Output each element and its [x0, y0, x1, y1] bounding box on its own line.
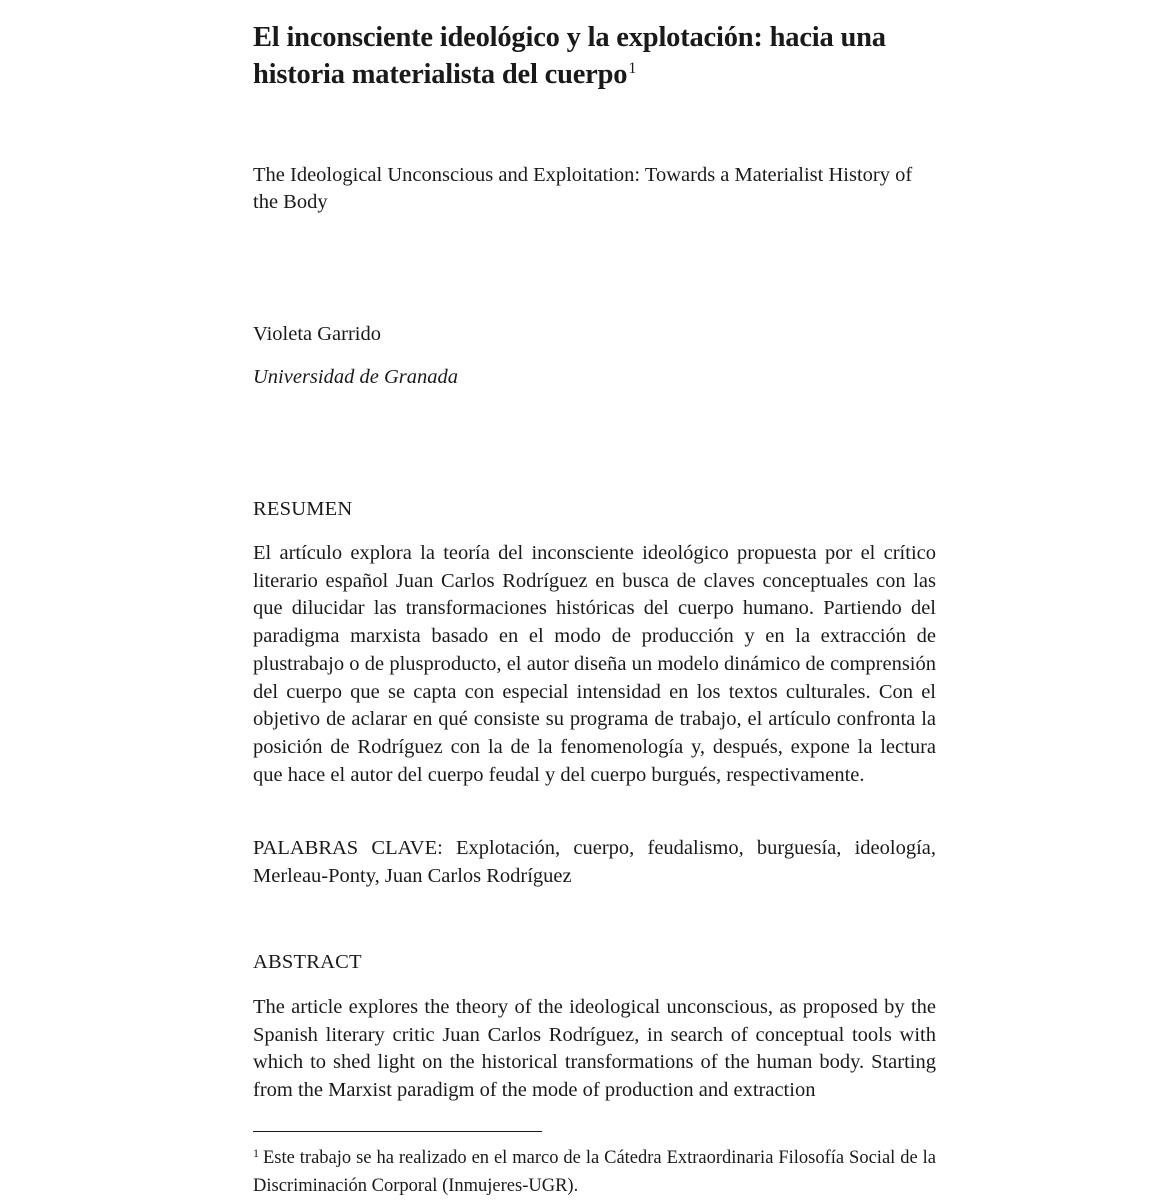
author-affiliation: Universidad de Granada	[253, 366, 458, 388]
footnote-divider	[253, 1131, 542, 1132]
footnote-mark: 1	[253, 1146, 259, 1160]
article-title	[253, 19, 936, 97]
resumen-heading: RESUMEN	[253, 498, 353, 520]
article-title-text: El inconsciente ideológico y la explotación: hacia una historia materialista del cuerpo	[253, 22, 886, 90]
english-title: The Ideological Unconscious and Exploitation: Towards a Materialist History of the Body	[253, 164, 913, 213]
footnote	[253, 1145, 936, 1200]
keywords: PALABRAS CLAVE: Explotación, cuerpo, feudalismo, burguesía, ideología, Merleau-Ponty, Juan Carlos Rodríguez	[253, 837, 936, 887]
abstract-body: The article explores the theory of the ideological unconscious, as proposed by the Spanish literary critic Juan Carlos Rodríguez, in search of conceptual tools with which to shed light on the historical transformations of the human body. Starting from the Marxist paradigm of the mode of production and extraction	[253, 996, 936, 1102]
title-footnote-ref[interactable]: 1	[628, 60, 637, 77]
abstract-heading: ABSTRACT	[253, 951, 362, 973]
author-name: Violeta Garrido	[253, 323, 381, 345]
resumen-body: El artículo explora la teoría del inconsciente ideológico propuesta por el crítico literario español Juan Carlos Rodríguez en busca de claves conceptuales con las que dilucidar las transformaciones históricas del cuerpo humano. Partiendo del paradigma marxista basado en el modo de producción y en la extracción de plustrabajo o de plusproducto, el autor diseña un modelo dinámico de comprensión del cuerpo que se capta con especial intensidad en los textos culturales. Con el objetivo de aclarar en qué consiste su programa de trabajo, el artículo confronta la posición de Rodríguez con la de la fenomenología y, después, expone la lectura que hace el autor del cuerpo feudal y del cuerpo burgués, respectivamente.	[253, 542, 936, 786]
footnote-text: Este trabajo se ha realizado en el marco de la Cátedra Extraordinaria Filosofía Social de la Discriminación Corporal (Inmujeres-UGR).	[253, 1148, 936, 1196]
